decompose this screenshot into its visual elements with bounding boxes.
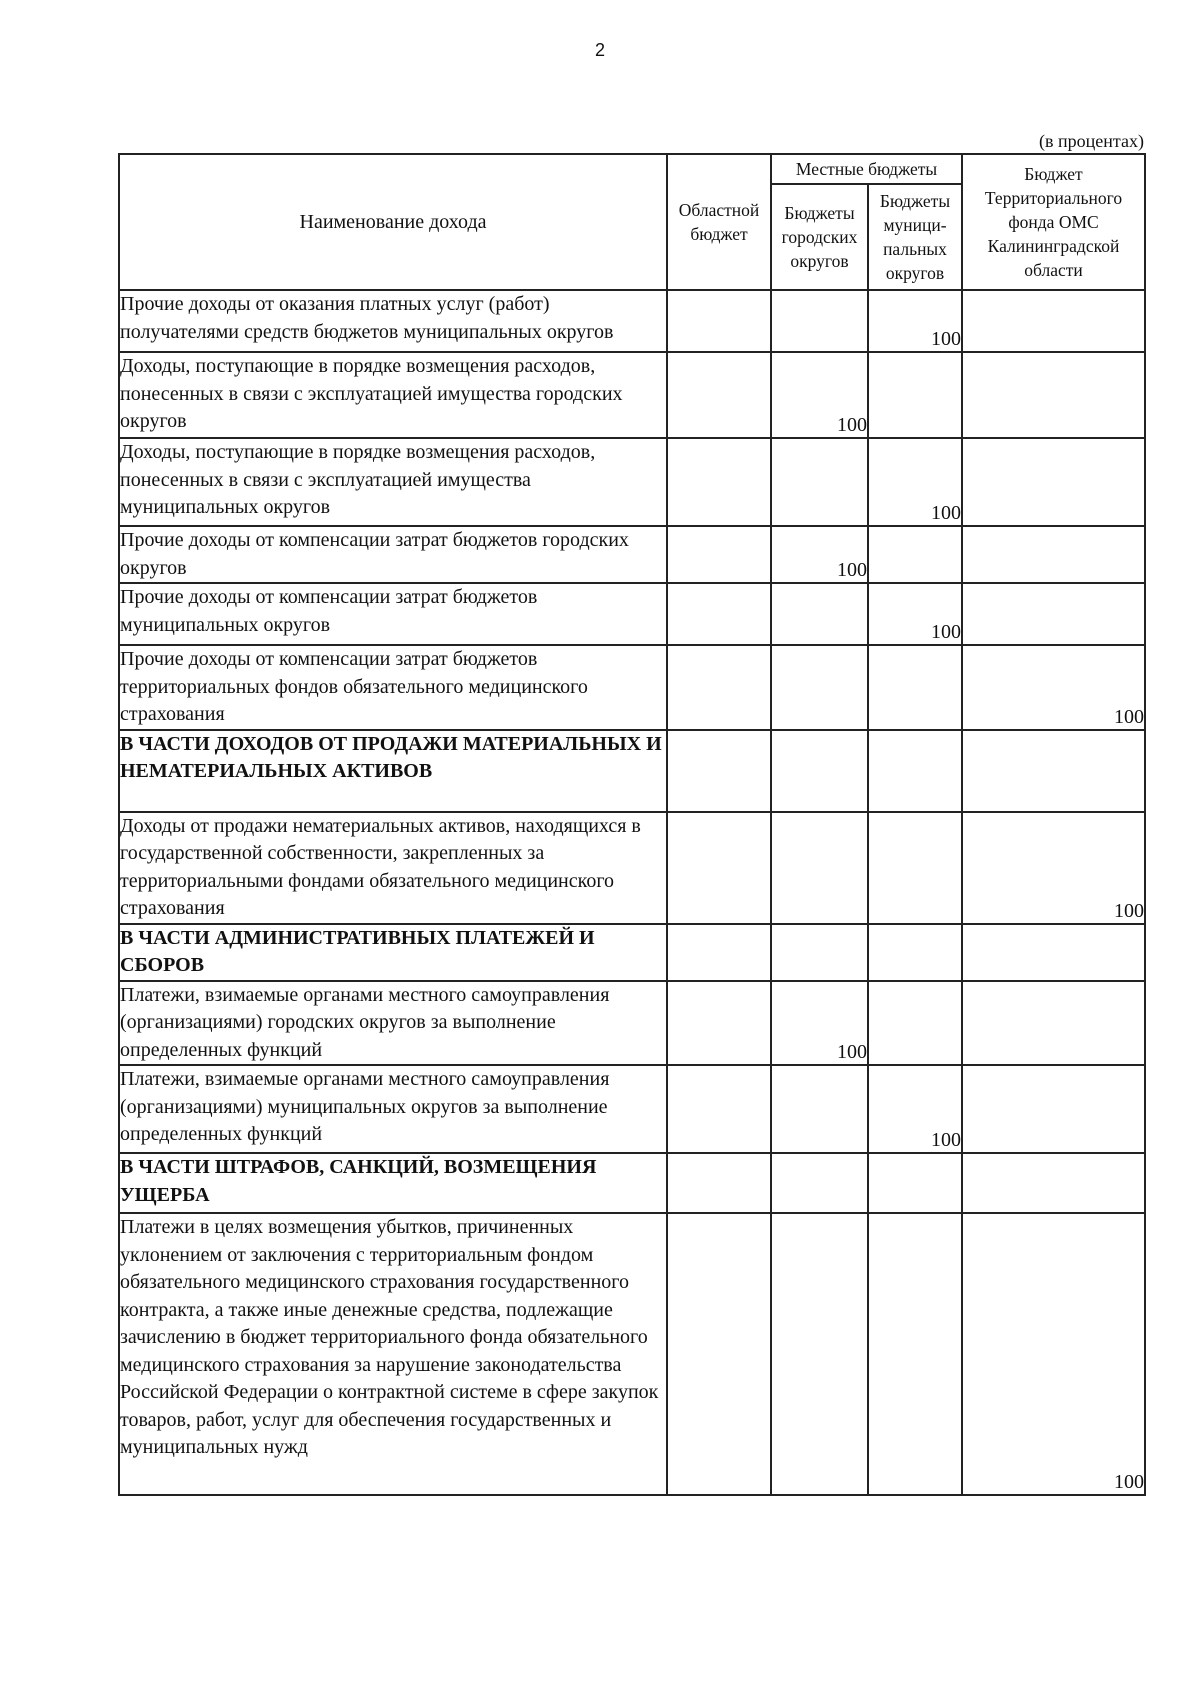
table-row [119,583,1145,645]
value-cell-municipal [868,1213,962,1495]
income-distribution-table [118,153,1146,1496]
table-row [119,290,1145,352]
header-oms-budget: Бюджет Территориального фонда ОМС Калининградской области [962,154,1145,290]
income-name-cell: Доходы от продажи нематериальных активов, находящихся в государственной собственности, закрепленных за территориальными фондами обязательного медицинского страхования [119,812,667,924]
value-cell-oms [962,1065,1145,1153]
value-cell-urban: 100 [771,526,868,583]
value-cell-oms [962,526,1145,583]
value-cell-regional [667,645,771,730]
income-name-cell: Прочие доходы от компенсации затрат бюджетов территориальных фондов обязательного медицинского страхования [119,645,667,730]
value-cell-municipal [868,352,962,438]
value-cell-regional [667,290,771,352]
value-cell-oms [962,438,1145,526]
value-cell-oms [962,583,1145,645]
income-name-cell: Платежи, взимаемые органами местного самоуправления (организациями) городских округов за выполнение определенных функций [119,981,667,1066]
value-cell-regional [667,583,771,645]
value-cell-municipal: 100 [868,290,962,352]
value-cell-oms [962,981,1145,1066]
value-cell-regional [667,981,771,1066]
page-number: 2 [594,40,605,60]
value-cell-urban [771,812,868,924]
value-cell-regional [667,730,771,812]
table-body [119,290,1145,1495]
table-row [119,438,1145,526]
value-cell-municipal [868,645,962,730]
value-cell-urban [771,730,868,812]
table-row [119,352,1145,438]
section-heading-cell: В ЧАСТИ АДМИНИСТРАТИВНЫХ ПЛАТЕЖЕЙ И СБОРОВ [119,924,667,981]
section-heading-cell: В ЧАСТИ ШТРАФОВ, САНКЦИЙ, ВОЗМЕЩЕНИЯ УЩЕРБА [119,1153,667,1213]
value-cell-regional [667,438,771,526]
income-name-cell: Доходы, поступающие в порядке возмещения расходов, понесенных в связи с эксплуатацией имущества городских округов [119,352,667,438]
value-cell-municipal [868,526,962,583]
value-cell-oms [962,924,1145,981]
value-cell-oms [962,352,1145,438]
value-cell-regional [667,1213,771,1495]
header-local-budgets: Местные бюджеты [771,154,962,184]
value-cell-urban: 100 [771,352,868,438]
header-regional-budget: Областной бюджет [667,154,771,290]
value-cell-oms [962,290,1145,352]
table-row [119,730,1145,812]
value-cell-municipal: 100 [868,583,962,645]
value-cell-urban [771,1065,868,1153]
value-cell-municipal: 100 [868,1065,962,1153]
income-name-cell: Платежи в целях возмещения убытков, причиненных уклонением от заключения с территориальным фондом обязательного медицинского страхования государственного контракта, а также иные денежные средства, подлежащие зачислению в бюджет территориального фонда обязательного медицинского страхования за нарушение законодательства Российской Федерации о контрактной системе в сфере закупок товаров, работ, услуг для обеспечения государственных и муниципальных нужд [119,1213,667,1495]
table-row [119,645,1145,730]
value-cell-municipal [868,1153,962,1213]
value-cell-municipal [868,812,962,924]
value-cell-municipal [868,924,962,981]
value-cell-oms: 100 [962,645,1145,730]
value-cell-oms [962,730,1145,812]
value-cell-urban [771,645,868,730]
section-heading-cell: В ЧАСТИ ДОХОДОВ ОТ ПРОДАЖИ МАТЕРИАЛЬНЫХ И НЕМАТЕРИАЛЬНЫХ АКТИВОВ [119,730,667,812]
value-cell-municipal [868,981,962,1066]
income-name-cell: Доходы, поступающие в порядке возмещения расходов, понесенных в связи с эксплуатацией имущества муниципальных округов [119,438,667,526]
header-municipal-budgets: Бюджеты муници-пальных округов [868,184,962,290]
table-row [119,924,1145,981]
value-cell-urban [771,290,868,352]
value-cell-oms: 100 [962,812,1145,924]
income-name-cell: Прочие доходы от оказания платных услуг (работ) получателями средств бюджетов муниципальных округов [119,290,667,352]
table-row [119,1153,1145,1213]
value-cell-regional [667,526,771,583]
value-cell-urban [771,1213,868,1495]
value-cell-regional [667,812,771,924]
value-cell-urban [771,583,868,645]
table-row [119,526,1145,583]
table-row [119,981,1145,1066]
value-cell-regional [667,352,771,438]
header-urban-budgets: Бюджеты городских округов [771,184,868,290]
income-name-cell: Платежи, взимаемые органами местного самоуправления (организациями) муниципальных округов за выполнение определенных функций [119,1065,667,1153]
header-income-name: Наименование дохода [119,154,667,290]
value-cell-oms: 100 [962,1213,1145,1495]
value-cell-municipal [868,730,962,812]
table-row [119,1213,1145,1495]
value-cell-urban [771,924,868,981]
value-cell-regional [667,924,771,981]
value-cell-regional [667,1065,771,1153]
units-note: (в процентах) [1039,131,1144,151]
table-row [119,812,1145,924]
income-name-cell: Прочие доходы от компенсации затрат бюджетов муниципальных округов [119,583,667,645]
value-cell-oms [962,1153,1145,1213]
value-cell-urban [771,1153,868,1213]
value-cell-urban [771,438,868,526]
value-cell-urban: 100 [771,981,868,1066]
value-cell-regional [667,1153,771,1213]
table-row [119,1065,1145,1153]
value-cell-municipal: 100 [868,438,962,526]
income-name-cell: Прочие доходы от компенсации затрат бюджетов городских округов [119,526,667,583]
